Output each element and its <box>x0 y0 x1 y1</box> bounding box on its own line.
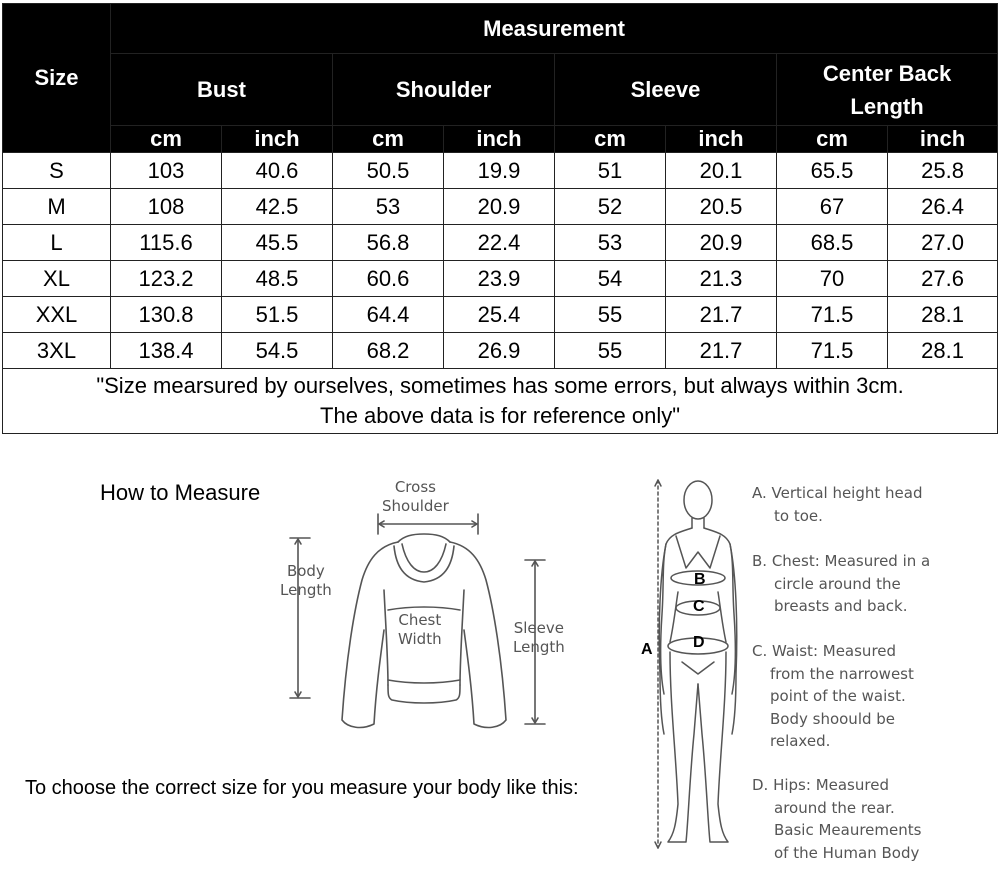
bust-header: Bust <box>111 54 333 126</box>
value-cell: 138.4 <box>111 333 222 369</box>
value-cell: 123.2 <box>111 261 222 297</box>
chest-width-label: Chest Width <box>398 611 442 648</box>
value-cell: 40.6 <box>222 153 333 189</box>
value-cell: 21.3 <box>666 261 777 297</box>
table-row <box>3 297 998 333</box>
value-cell: 52 <box>555 189 666 225</box>
value-cell: 53 <box>555 225 666 261</box>
value-cell: 22.4 <box>444 225 555 261</box>
value-cell: 21.7 <box>666 333 777 369</box>
size-cell: XL <box>3 261 111 297</box>
value-cell: 51.5 <box>222 297 333 333</box>
value-cell: 48.5 <box>222 261 333 297</box>
value-cell: 20.9 <box>666 225 777 261</box>
value-cell: 130.8 <box>111 297 222 333</box>
unit-header: cm <box>555 126 666 153</box>
size-chart-table <box>2 3 998 434</box>
unit-header: cm <box>777 126 888 153</box>
unit-header: inch <box>666 126 777 153</box>
value-cell: 54 <box>555 261 666 297</box>
measurement-header: Measurement <box>111 4 998 54</box>
value-cell: 28.1 <box>888 297 998 333</box>
table-row <box>3 261 998 297</box>
value-cell: 25.8 <box>888 153 998 189</box>
note-a: A. Vertical height head to toe. <box>752 484 923 525</box>
body-letter-b: B <box>694 571 706 588</box>
note-line-1: "Size mearsured by ourselves, sometimes has some errors, but always within 3cm. <box>96 373 904 398</box>
value-cell: 42.5 <box>222 189 333 225</box>
choose-size-instruction: To choose the correct size for you measure your body like this: <box>25 777 579 799</box>
value-cell: 27.0 <box>888 225 998 261</box>
unit-header: cm <box>111 126 222 153</box>
value-cell: 71.5 <box>777 297 888 333</box>
unit-header: inch <box>222 126 333 153</box>
size-cell: M <box>3 189 111 225</box>
shoulder-header: Shoulder <box>333 54 555 126</box>
size-cell: L <box>3 225 111 261</box>
body-letter-a: A <box>641 641 653 658</box>
value-cell: 53 <box>333 189 444 225</box>
note-b: B. Chest: Measured in a circle around the breasts and back. <box>752 552 931 615</box>
sleeve-header: Sleeve <box>555 54 777 126</box>
value-cell: 19.9 <box>444 153 555 189</box>
body-letter-c: C <box>693 598 705 615</box>
body-letter-d: D <box>693 634 705 651</box>
value-cell: 27.6 <box>888 261 998 297</box>
value-cell: 67 <box>777 189 888 225</box>
body-length-label: Body Length <box>280 562 332 599</box>
value-cell: 51 <box>555 153 666 189</box>
value-cell: 25.4 <box>444 297 555 333</box>
value-cell: 26.9 <box>444 333 555 369</box>
value-cell: 54.5 <box>222 333 333 369</box>
value-cell: 55 <box>555 297 666 333</box>
value-cell: 20.5 <box>666 189 777 225</box>
note-c: C. Waist: Measured from the narrowest point of the waist. Body shoould be relaxed. <box>752 642 914 750</box>
value-cell: 70 <box>777 261 888 297</box>
value-cell: 56.8 <box>333 225 444 261</box>
value-cell: 20.9 <box>444 189 555 225</box>
note-d: D. Hips: Measured around the rear. Basic Meaurements of the Human Body <box>752 776 922 862</box>
table-note <box>3 369 998 434</box>
unit-header: inch <box>888 126 998 153</box>
table-row <box>3 333 998 369</box>
human-body-figure-icon <box>640 474 750 854</box>
value-cell: 68.2 <box>333 333 444 369</box>
value-cell: 21.7 <box>666 297 777 333</box>
value-cell: 55 <box>555 333 666 369</box>
size-cell: XXL <box>3 297 111 333</box>
value-cell: 60.6 <box>333 261 444 297</box>
size-header: Size <box>3 4 111 153</box>
value-cell: 45.5 <box>222 225 333 261</box>
center-back-length-header: Center Back Length <box>777 54 998 126</box>
table-row <box>3 225 998 261</box>
size-cell: S <box>3 153 111 189</box>
note-line-2: The above data is for reference only" <box>320 403 681 428</box>
unit-header: inch <box>444 126 555 153</box>
value-cell: 26.4 <box>888 189 998 225</box>
table-row <box>3 153 998 189</box>
value-cell: 108 <box>111 189 222 225</box>
value-cell: 103 <box>111 153 222 189</box>
value-cell: 28.1 <box>888 333 998 369</box>
table-note-row <box>3 369 998 434</box>
value-cell: 50.5 <box>333 153 444 189</box>
value-cell: 65.5 <box>777 153 888 189</box>
value-cell: 20.1 <box>666 153 777 189</box>
unit-header: cm <box>333 126 444 153</box>
value-cell: 23.9 <box>444 261 555 297</box>
sleeve-length-label: Sleeve Length <box>513 619 565 656</box>
value-cell: 115.6 <box>111 225 222 261</box>
value-cell: 64.4 <box>333 297 444 333</box>
table-row <box>3 189 998 225</box>
value-cell: 71.5 <box>777 333 888 369</box>
how-to-measure-title: How to Measure <box>100 480 261 505</box>
cross-shoulder-label: Cross Shoulder <box>382 478 449 515</box>
value-cell: 68.5 <box>777 225 888 261</box>
size-cell: 3XL <box>3 333 111 369</box>
